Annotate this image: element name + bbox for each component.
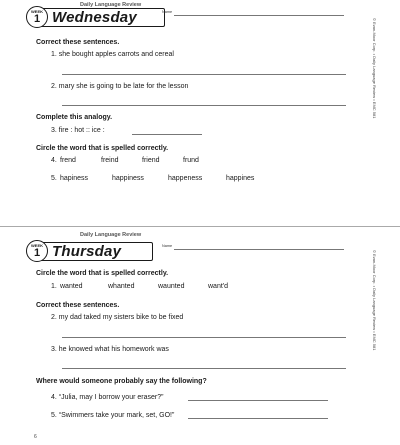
page-number: 6 bbox=[34, 434, 37, 440]
week-label: WEEK bbox=[31, 9, 43, 14]
word-choice[interactable]: happeness bbox=[168, 175, 203, 182]
question-2: 2. my dad taked my sisters bike to be fixed bbox=[51, 314, 184, 321]
question-number: 4. bbox=[51, 157, 57, 164]
section-heading: Correct these sentences. bbox=[36, 39, 120, 46]
question-3: 3. he knowed what his homework was bbox=[51, 346, 169, 353]
word-choice[interactable]: freind bbox=[101, 157, 119, 164]
series-title: Daily Language Review bbox=[80, 232, 142, 238]
answer-line-5[interactable] bbox=[188, 418, 328, 419]
word-choice[interactable]: wanted bbox=[60, 283, 83, 290]
week-label: WEEK bbox=[31, 243, 43, 248]
question-4: 4. “Julia, may I borrow your eraser?” bbox=[51, 394, 164, 401]
name-line[interactable] bbox=[174, 249, 344, 250]
word-choice[interactable]: frend bbox=[60, 157, 76, 164]
word-choice[interactable]: happiness bbox=[112, 175, 144, 182]
name-label: Name bbox=[162, 244, 173, 248]
week-badge bbox=[26, 240, 48, 262]
week-number: 1 bbox=[33, 247, 41, 259]
day-title: Thursday bbox=[52, 243, 122, 260]
question-5: 5. “Swimmers take your mark, set, GO!” bbox=[51, 412, 175, 419]
week-number: 1 bbox=[33, 13, 41, 25]
section-heading: Circle the word that is spelled correctly. bbox=[36, 270, 169, 277]
answer-line-2[interactable] bbox=[62, 105, 346, 106]
section-heading: Complete this analogy. bbox=[36, 114, 113, 121]
name-label: Name bbox=[162, 10, 173, 14]
question-1: 1. she bought apples carrots and cereal bbox=[51, 51, 174, 58]
publisher-note: © Evan-Moor Corp. • Daily Language Review • EMC 581 bbox=[372, 250, 377, 351]
series-title: Daily Language Review bbox=[80, 2, 142, 8]
word-choice[interactable]: hapiness bbox=[60, 175, 89, 182]
name-line[interactable] bbox=[174, 15, 344, 16]
week-badge bbox=[26, 6, 48, 28]
section-heading: Circle the word that is spelled correctly. bbox=[36, 145, 169, 152]
word-choice[interactable]: whanted bbox=[108, 283, 135, 290]
publisher-note: © Evan-Moor Corp. • Daily Language Review • EMC 581 bbox=[372, 18, 377, 119]
question-number: 1. bbox=[51, 283, 57, 290]
question-2: 2. mary she is going to be late for the lesson bbox=[51, 83, 189, 90]
section-heading: Correct these sentences. bbox=[36, 302, 120, 309]
day-title: Wednesday bbox=[52, 9, 137, 26]
question-3: 3. fire : hot :: ice : bbox=[51, 127, 105, 134]
question-number: 5. bbox=[51, 175, 57, 182]
analogy-answer-line[interactable] bbox=[132, 134, 202, 135]
word-choice[interactable]: waunted bbox=[158, 283, 185, 290]
section-heading: Where would someone probably say the following? bbox=[36, 378, 207, 385]
answer-line-2[interactable] bbox=[62, 337, 346, 338]
word-choice[interactable]: friend bbox=[142, 157, 160, 164]
word-choice[interactable]: want'd bbox=[208, 283, 229, 290]
answer-line-3[interactable] bbox=[62, 368, 346, 369]
section-divider bbox=[0, 226, 400, 227]
word-choice[interactable]: happines bbox=[226, 175, 255, 182]
answer-line-1[interactable] bbox=[62, 74, 346, 75]
word-choice[interactable]: frund bbox=[183, 157, 199, 164]
answer-line-4[interactable] bbox=[188, 400, 328, 401]
